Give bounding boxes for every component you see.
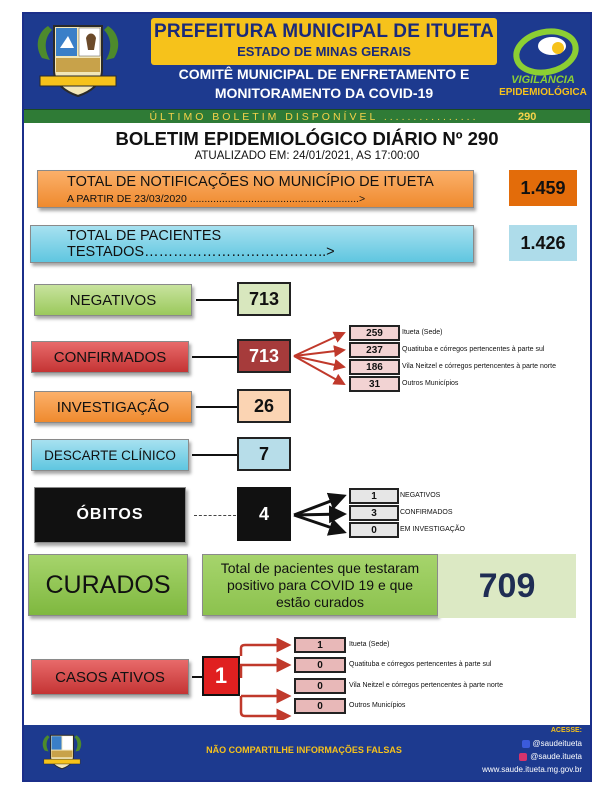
instagram-icon [519,753,527,761]
deaths-confirmed-label: CONFIRMADOS [400,509,453,516]
facebook-handle: @saudeitueta [532,739,582,748]
negatives-connector [196,299,237,301]
confirmed-south-value: 237 [349,342,400,358]
confirmed-north-place: Vila Neitzel e córregos pertencentes à parte norte [402,363,556,370]
website-link[interactable]: www.saude.itueta.mg.gov.br [482,765,582,774]
confirmed-label: CONFIRMADOS [31,341,189,373]
notifications-label: TOTAL DE NOTIFICAÇÕES NO MUNICÍPIO DE ITUETA [67,174,434,190]
confirmed-sede-value: 259 [349,325,400,341]
notifications-since: A PARTIR DE 23/03/2020 ..........................................................> [67,193,366,205]
clinical-discard-label: DESCARTE CLÍNICO [31,439,189,471]
logo-text-vigilancia: VIGILÂNCIA [511,74,575,86]
footer-access-label: ACESSE: [550,727,582,734]
deaths-confirmed-value: 3 [349,505,399,521]
facebook-icon [522,740,530,748]
notifications-value: 1.459 [509,170,577,206]
bulletin-sheet [22,12,592,782]
municipal-crest-icon [40,731,84,773]
active-sede-value: 1 [294,637,346,653]
investigation-value: 26 [237,389,291,423]
last-bulletin-bar [24,109,590,123]
municipality-title: PREFEITURA MUNICIPAL DE ITUETA [154,21,494,42]
active-cases-bracket-arrows [217,638,293,720]
confirmed-south-place: Quatituba e córregos pertencentes à parte sul [402,346,545,353]
last-bulletin-number: 290 [518,111,537,123]
active-cases-label: CASOS ATIVOS [31,659,189,695]
cured-description: Total de pacientes que testaram positivo para COVID 19 e que estão curados [202,554,438,616]
active-south-place: Quatituba e córregos pertencentes à parte sul [349,661,492,668]
cured-value: 709 [438,554,576,618]
cured-label: CURADOS [28,554,188,616]
tested-value: 1.426 [509,225,577,261]
active-cases-connector [192,676,202,678]
investigation-label: INVESTIGAÇÃO [34,391,192,423]
active-sede-place: Itueta (Sede) [349,641,390,648]
deaths-negative-value: 1 [349,488,399,504]
committee-line-2: MONITORAMENTO DA COVID-19 [214,85,434,101]
investigation-connector [196,406,237,408]
active-north-place: Vila Neitzel e córregos pertencentes à parte norte [349,682,503,689]
confirmed-sede-place: Itueta (Sede) [402,329,443,336]
logo-text-epidemiologica: EPIDEMIOLÓGICA [499,87,587,98]
instagram-link[interactable] [519,752,582,761]
active-south-value: 0 [294,657,346,673]
header-title-band [151,18,497,65]
instagram-handle: @saude.itueta [530,752,582,761]
deaths-investigation-value: 0 [349,522,399,538]
deaths-connector [194,515,236,516]
deaths-investigation-label: EM INVESTIGAÇÃO [400,526,465,533]
clinical-discard-value: 7 [237,437,291,471]
bulletin-updated: ATUALIZADO EM: 24/01/2021, AS 17:00:00 [194,150,420,162]
active-cases-value: 1 [202,656,240,696]
footer-banner [24,725,590,780]
deaths-value: 4 [237,487,291,541]
confirmed-other-value: 31 [349,376,400,392]
facebook-link[interactable] [522,739,583,748]
committee-line-1: COMITÊ MUNICIPAL DE ENFRETAMENTO E [178,66,470,82]
notifications-label-box [37,170,474,208]
confirmed-fan-arrows [292,324,348,390]
confirmed-value: 713 [237,339,291,373]
municipal-crest-icon [32,18,124,104]
tested-label: TOTAL DE PACIENTES TESTADOS………………………………..> [30,225,474,263]
footer-message: NÃO COMPARTILHE INFORMAÇÕES FALSAS [206,745,402,755]
negatives-label: NEGATIVOS [34,284,192,316]
deaths-negative-label: NEGATIVOS [400,492,441,499]
confirmed-north-value: 186 [349,359,400,375]
confirmed-connector [192,356,237,358]
active-north-value: 0 [294,678,346,694]
deaths-label: ÓBITOS [34,487,186,543]
state-name: ESTADO DE MINAS GERAIS [237,44,411,59]
clinical-discard-connector [192,454,237,456]
deaths-fan-arrows [292,488,348,544]
negatives-value: 713 [237,282,291,316]
last-bulletin-label: ÚLTIMO BOLETIM DISPONÍVEL ................ [149,111,479,123]
bulletin-title: BOLETIM EPIDEMIOLÓGICO DIÁRIO Nº 290 [115,128,499,149]
active-other-place: Outros Municípios [349,702,406,709]
confirmed-other-place: Outros Municípios [402,380,459,387]
active-other-value: 0 [294,698,346,714]
